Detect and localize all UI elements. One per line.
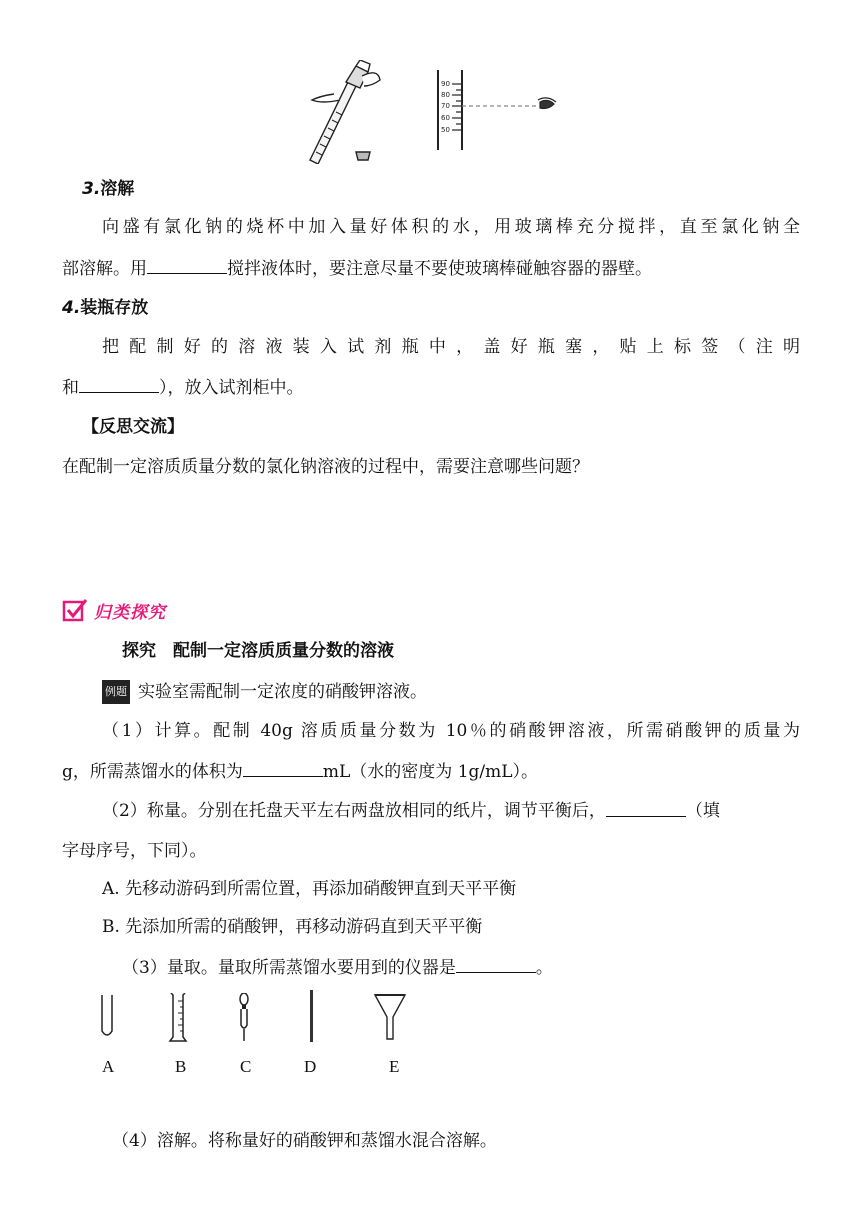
scale-label: 90 [441,80,450,88]
answer-blank[interactable] [79,376,159,393]
answer-blank[interactable] [606,800,686,817]
scale-label: 50 [441,126,450,134]
instrument-label: B [175,1057,187,1076]
q2-option-b: B. 先添加所需的硝酸钾，再移动游码直到天平平衡 [102,917,483,937]
step3-heading: 3.溶解 [82,179,135,199]
graduated-cylinder-icon [168,993,188,1043]
q2-line1: （2）称量。分别在托盘天平左右两盘放相同的纸片，调节平衡后， （填 [102,801,720,821]
q2-option-a: A. 先移动游码到所需位置，再添加硝酸钾直到天平平衡 [102,879,517,899]
example-intro: 例题 实验室需配制一定浓度的硝酸钾溶液。 [102,680,427,704]
q1-line1: （1）计算。配制 40g 溶质质量分数为 10％的硝酸钾溶液，所需硝酸钾的质量为 [102,721,801,741]
pouring-water-illustration [300,60,400,164]
dropper-icon [236,993,252,1043]
step3-paragraph-line1: 向盛有氯化钠的烧杯中加入量好体积的水，用玻璃棒充分搅拌，直至氯化钠全 [102,217,800,237]
checkbox-check-icon [62,598,88,622]
scale-label: 80 [441,91,450,99]
funnel-icon [373,993,407,1041]
section-subtitle: 探究 配制一定溶质质量分数的溶液 [122,641,394,661]
scale-label: 60 [441,114,450,122]
instrument-label: C [240,1057,252,1076]
q2-line2: 字母序号，下同）。 [62,841,207,861]
answer-blank[interactable] [456,956,536,973]
q4-line: （4）溶解。将称量好的硝酸钾和蒸馏水混合溶解。 [112,1131,497,1151]
step3-paragraph-line2: 部溶解。用 搅拌液体时，要注意尽量不要使玻璃棒碰触容器的器壁。 [62,259,652,279]
section-header [62,598,166,622]
step4-heading: 4.装瓶存放 [62,298,149,318]
answer-blank[interactable] [147,257,227,274]
instrument-label: A [102,1057,115,1076]
test-tube-icon [100,995,114,1040]
instrument-label: E [389,1057,400,1076]
scale-label: 70 [441,102,450,110]
reflection-heading: 【反思交流】 [82,417,184,437]
q3-line: （3）量取。量取所需蒸馏水要用到的仪器是 。 [122,958,553,978]
step4-paragraph-line1: 把配制好的溶液装入试剂瓶中，盖好瓶塞，贴上标签（注明 [102,337,800,357]
instrument-label: D [304,1057,317,1076]
reading-cylinder-illustration [430,70,560,152]
glass-rod-icon [308,990,316,1042]
answer-blank[interactable] [243,760,323,777]
example-badge: 例题 [102,680,130,704]
section-title: 归类探究 [94,602,166,623]
step4-paragraph-line2: 和 ），放入试剂柜中。 [62,378,304,398]
reflection-question: 在配制一定溶质质量分数的氯化钠溶液的过程中，需要注意哪些问题？ [62,457,589,477]
q1-line2: g，所需蒸馏水的体积为 mL（水的密度为 1g/mL）。 [62,762,539,782]
